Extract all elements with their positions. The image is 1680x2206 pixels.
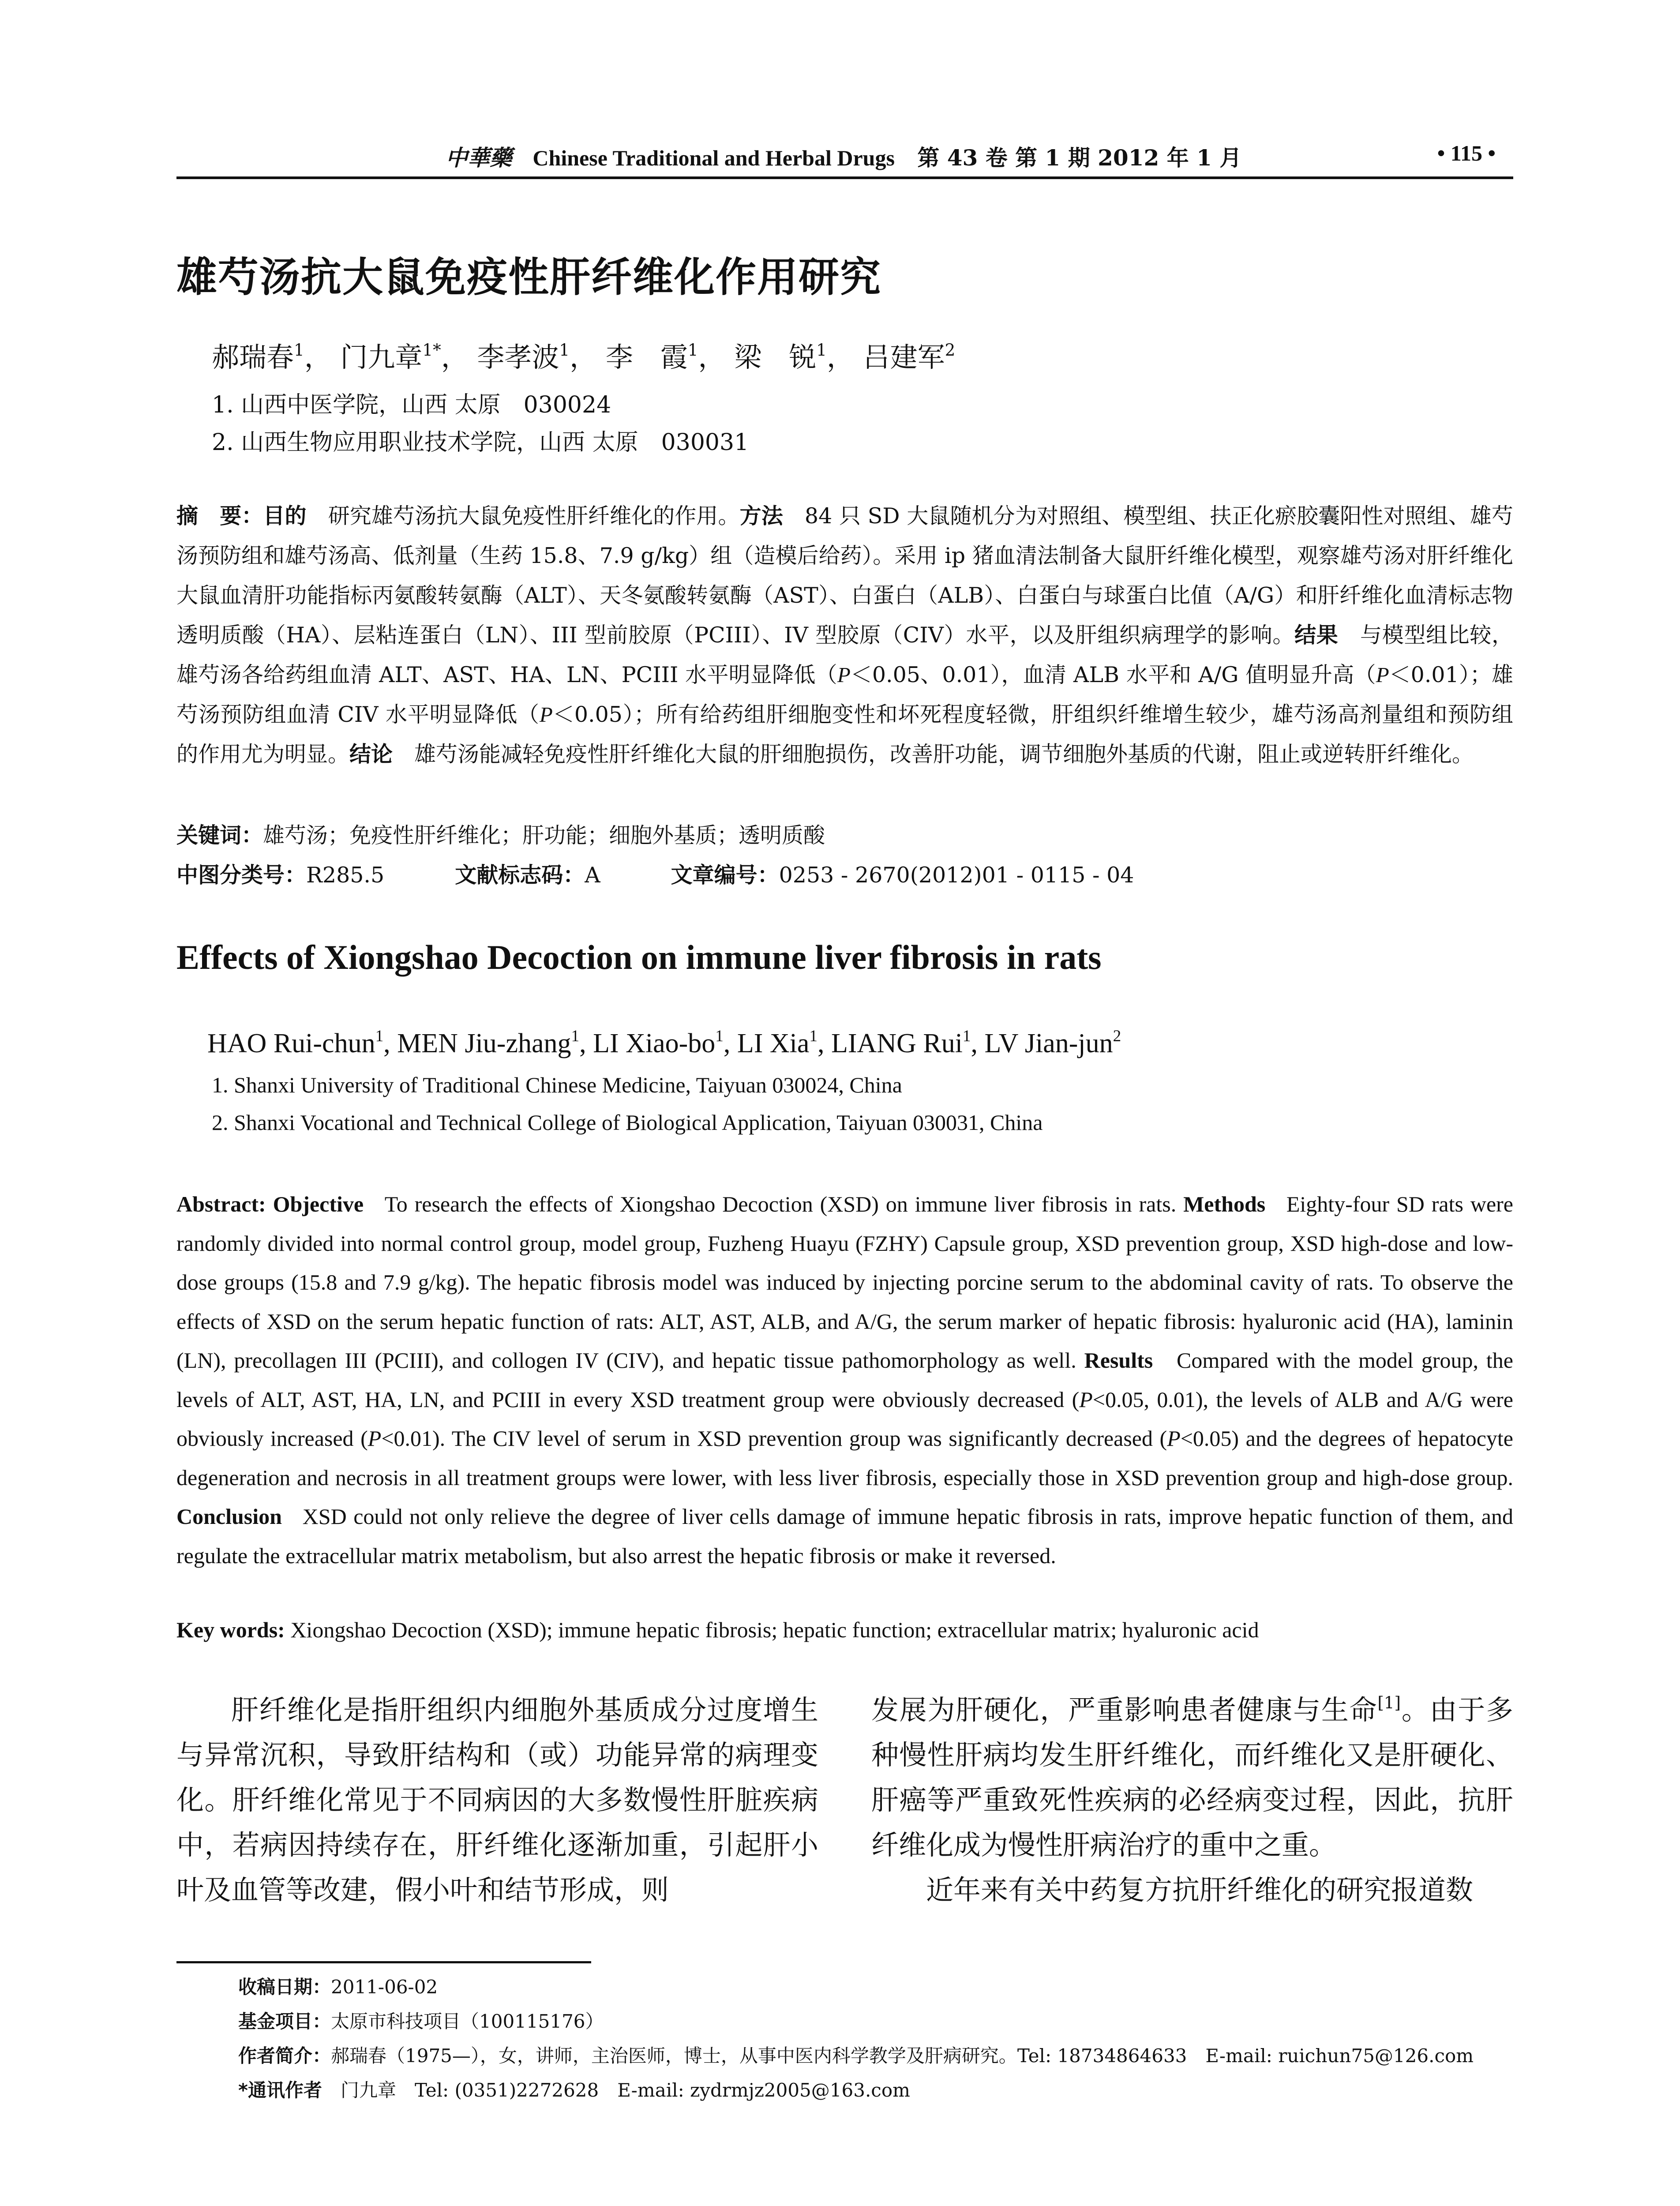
running-header bbox=[176, 140, 1513, 176]
cn-author-affiliation-mark: 1 bbox=[294, 340, 304, 360]
footnote-fund bbox=[238, 2004, 1513, 2039]
en-results-text: <0.05, 0.01), the levels of ALB and A/G were obviously increased ( bbox=[176, 1387, 1513, 1451]
body-text: 发展为肝硬化，严重影响患者健康与生命 bbox=[871, 1694, 1378, 1726]
cn-results-text: ＜0.01）；雄芍汤预防组血清 CIV 水平明显降低（ bbox=[176, 662, 1513, 727]
bio-label: 作者简介： bbox=[238, 2045, 331, 2067]
article-no-value: 0253 - 2670(2012)01 - 0115 - 04 bbox=[779, 863, 1134, 888]
journal-name-en: Chinese Traditional and Herbal Drugs bbox=[532, 146, 895, 170]
en-author: LIANG Rui bbox=[831, 1028, 963, 1058]
cn-author: 郝瑞春 bbox=[212, 341, 294, 373]
footnotes bbox=[238, 1970, 1513, 2108]
en-abstract bbox=[176, 1185, 1513, 1575]
footnote-received bbox=[238, 1970, 1513, 2004]
en-author: HAO Rui-chun bbox=[207, 1028, 375, 1058]
en-author-affiliation-mark: 1 bbox=[715, 1027, 724, 1045]
cn-results-text: 与模型组比较，雄芍汤各给药组血清 ALT、AST、HA、LN、PCIII 水平明显降低（ bbox=[176, 623, 1513, 687]
body-paragraph: 肝纤维化是指肝组织内细胞外基质成分过度增生与异常沉积，导致肝结构和（或）功能异常的病理变化。肝纤维化常见于不同病因的大多数慢性肝脏疾病中，若病因持续存在，肝纤维化逐渐加重，引起肝小叶及血管等改建，假小叶和结节形成，则 bbox=[176, 1694, 818, 1906]
page-number: • 115 • bbox=[1437, 141, 1496, 165]
cn-conclusion-label: 结论 bbox=[349, 742, 393, 767]
en-author-affiliation-mark: 1 bbox=[571, 1027, 580, 1045]
en-results-text: <0.01). The CIV level of serum in XSD prevention group was significantly decreased ( bbox=[381, 1426, 1167, 1451]
en-keywords bbox=[176, 1617, 1259, 1643]
bio-text: 郝瑞春（1975—），女，讲师，主治医师，博士，从事中医内科学教学及肝病研究。Tel: 18734864633 E-mail: ruichun75@126.com bbox=[331, 2045, 1474, 2067]
cn-author-list: 郝瑞春$^1$， 门九章$^{1*}$， 李孝波$^1$， 李 霞$^1$， 梁 锐$^1$， 吕建军$^2$ bbox=[212, 340, 956, 373]
en-title: Effects of Xiongshao Decoction on immune liver fibrosis in rats bbox=[176, 938, 1102, 976]
cn-author-affiliation-mark: 1 bbox=[559, 340, 570, 360]
en-objective-text: To research the effects of Xiongshao Decoction (XSD) on immune liver fibrosis in rats. bbox=[384, 1192, 1177, 1216]
clc-value: R285.5 bbox=[306, 863, 385, 888]
en-author: MEN Jiu-zhang bbox=[397, 1028, 571, 1058]
en-affiliation-1: 1. Shanxi University of Traditional Chinese Medicine, Taiyuan 030024, China bbox=[212, 1073, 902, 1097]
en-conclusion-text: XSD could not only relieve the degree of liver cells damage of immune hepatic fibrosis in rats, improve hepatic function of them, and regulate the extracellular matrix metabolism, but also arrest the hepatic fibrosis or make it reversed. bbox=[176, 1504, 1513, 1568]
fund-label: 基金项目： bbox=[238, 2011, 331, 2032]
cn-p-symbol: P bbox=[837, 663, 851, 687]
cn-abstract bbox=[176, 496, 1513, 774]
en-author-affiliation-mark: 1 bbox=[809, 1027, 818, 1045]
cn-author: 梁 锐 bbox=[734, 341, 817, 373]
en-author: LI Xiao-bo bbox=[593, 1028, 716, 1058]
cn-author: 李孝波 bbox=[477, 341, 559, 373]
en-author-affiliation-mark: 1 bbox=[962, 1027, 971, 1045]
cn-author-affiliation-mark: 1* bbox=[422, 340, 441, 360]
fund-text: 太原市科技项目（100115176） bbox=[331, 2011, 604, 2032]
en-affiliation-2: 2. Shanxi Vocational and Technical College of Biological Application, Taiyuan 030031, China bbox=[212, 1110, 1043, 1135]
en-p-symbol: P bbox=[368, 1426, 382, 1451]
received-label: 收稿日期： bbox=[238, 1976, 331, 1998]
body-column-right bbox=[871, 1688, 1513, 1913]
article-no-label: 文章编号： bbox=[671, 863, 779, 888]
cn-author-affiliation-mark: 2 bbox=[945, 340, 956, 360]
body-paragraph: 近年来有关中药复方抗肝纤维化的研究报道数 bbox=[926, 1874, 1474, 1906]
clc-label: 中图分类号： bbox=[176, 863, 307, 888]
en-methods-text: Eighty-four SD rats were randomly divided into normal control group, model group, Fuzheng Huayu (FZHY) Capsule group, XSD prevention group, XSD high-dose and low-dose groups (15.8 and 7.9 g/kg). The hepatic fibrosis model was induced by injecting porcine serum to the abdominal cavity of rats. To observe the effects of XSD on the serum hepatic function of rats: ALT, AST, ALB, and A/G, the serum marker of hepatic fibrosis: hyaluronic acid (HA), laminin (LN), precollagen III (PCIII), and collogen IV (CIV), and hepatic tissue pathomorphology as well. bbox=[176, 1192, 1513, 1373]
en-p-symbol: P bbox=[1079, 1387, 1093, 1412]
cn-p-symbol: P bbox=[1376, 663, 1389, 687]
footnote-corresponding bbox=[238, 2073, 1513, 2108]
footnote-bio bbox=[238, 2039, 1513, 2073]
received-date: 2011-06-02 bbox=[331, 1976, 438, 1998]
footnote-rule bbox=[176, 1961, 591, 1963]
en-results-text: <0.05) and the degrees of hepatocyte degeneration and necrosis in all treatment groups were lower, with less liver fibrosis, especially those in XSD prevention group and high-dose group. bbox=[176, 1426, 1513, 1490]
cn-author: 李 霞 bbox=[605, 341, 688, 373]
cn-objective-label: 目的 bbox=[263, 503, 307, 529]
cn-methods-text: 84 只 SD 大鼠随机分为对照组、模型组、扶正化瘀胶囊阳性对照组、雄芍汤预防组和雄芍汤高、低剂量（生药 15.8、7.9 g/kg）组（造模后给药）。采用 ip 猪血清法制备大鼠肝纤维化模型，观察雄芍汤对肝纤维化大鼠血清肝功能指标丙氨酸转氨酶（ALT）、天冬氨酸转氨酶（AST）、白蛋白（ALB）、白蛋白与球蛋白比值（A/G）和肝纤维化血清标志物透明质酸（HA）、层粘连蛋白（LN）、III 型前胶原（PCIII）、IV 型胶原（CIV）水平，以及肝组织病理学的影响。 bbox=[176, 503, 1513, 648]
body-column-left bbox=[176, 1688, 818, 1913]
citation-ref: [1] bbox=[1377, 1692, 1401, 1712]
header-rule bbox=[176, 176, 1513, 179]
doc-code-value: A bbox=[585, 863, 600, 888]
cn-keywords bbox=[176, 818, 825, 849]
en-keywords-label: Key words: bbox=[176, 1617, 285, 1642]
journal-name-cn: 中華藥 bbox=[446, 145, 512, 171]
en-author: LV Jian-jun bbox=[984, 1028, 1113, 1058]
en-author: LI Xia bbox=[737, 1028, 810, 1058]
cn-conclusion-text: 雄芍汤能减轻免疫性肝纤维化大鼠的肝细胞损伤，改善肝功能，调节细胞外基质的代谢，阻止或逆转肝纤维化。 bbox=[414, 742, 1474, 767]
cn-affiliation-1: 1. 山西中医学院，山西 太原 030024 bbox=[212, 392, 611, 418]
cn-abstract-label: 摘 要： bbox=[176, 503, 263, 529]
cn-methods-label: 方法 bbox=[739, 503, 783, 529]
cn-author: 吕建军 bbox=[862, 341, 945, 373]
en-author-affiliation-mark: 2 bbox=[1113, 1027, 1121, 1045]
cn-results-text: ＜0.05、0.01），血清 ALB 水平和 A/G 值明显升高（ bbox=[850, 662, 1376, 687]
cn-results-label: 结果 bbox=[1294, 623, 1339, 648]
body-text: 。由于多种慢性肝病均发生肝纤维化，而纤维化又是肝硬化、肝癌等严重致死性疾病的必经病变过程，因此，抗肝纤维化成为慢性肝病治疗的重中之重。 bbox=[871, 1694, 1513, 1861]
cn-keywords-text: 雄芍汤；免疫性肝纤维化；肝功能；细胞外基质；透明质酸 bbox=[263, 823, 825, 848]
corr-text: 门九章 Tel: (0351)2272628 E-mail: zydrmjz2005@163.com bbox=[340, 2079, 910, 2101]
cn-author: 门九章 bbox=[340, 341, 423, 373]
cn-p-symbol: P bbox=[539, 702, 553, 727]
en-results-text: Compared with the model group, the levels of ALT, AST, HA, LN, and PCIII in every XSD treatment group were obviously decreased ( bbox=[176, 1348, 1514, 1412]
en-objective-label: Abstract: Objective bbox=[176, 1192, 364, 1216]
cn-objective-text: 研究雄芍汤抗大鼠免疫性肝纤维化的作用。 bbox=[328, 503, 740, 529]
cn-author-affiliation-mark: 1 bbox=[687, 340, 698, 360]
cn-results-text: ＜0.05）；所有给药组肝细胞变性和坏死程度轻微，肝组织纤维增生较少，雄芍汤高剂量组和预防组的作用尤为明显。 bbox=[176, 702, 1514, 767]
corr-label: *通讯作者 bbox=[238, 2079, 322, 2101]
cn-classification-line bbox=[176, 858, 1134, 889]
body-paragraph bbox=[871, 1688, 1513, 1868]
en-author-affiliation-mark: 1 bbox=[375, 1027, 384, 1045]
cn-title: 雄芍汤抗大鼠免疫性肝纤维化作用研究 bbox=[176, 254, 882, 301]
cn-author-affiliation-mark: 1 bbox=[816, 340, 827, 360]
en-author-list: HAO Rui-chun$^1$, MEN Jiu-zhang$^1$, LI Xiao-$bo^1$, LI Xia$^1$, LIANG Rui$^1$, LV Jian-jun$^2$ bbox=[207, 1027, 1121, 1058]
en-results-label: Results bbox=[1084, 1348, 1153, 1373]
en-keywords-text: Xiongshao Decoction (XSD); immune hepatic fibrosis; hepatic function; extracellular matrix; hyaluronic acid bbox=[290, 1617, 1259, 1642]
doc-code-label: 文献标志码： bbox=[455, 863, 585, 888]
en-conclusion-label: Conclusion bbox=[176, 1504, 282, 1529]
cn-keywords-label: 关键词： bbox=[176, 823, 263, 848]
en-p-symbol: P bbox=[1167, 1426, 1181, 1451]
en-methods-label: Methods bbox=[1183, 1192, 1266, 1216]
cn-affiliation-2: 2. 山西生物应用职业技术学院，山西 太原 030031 bbox=[212, 429, 749, 456]
journal-issue: 第 43 卷 第 1 期 2012 年 1 月 bbox=[917, 145, 1242, 171]
journal-header bbox=[446, 140, 1241, 172]
